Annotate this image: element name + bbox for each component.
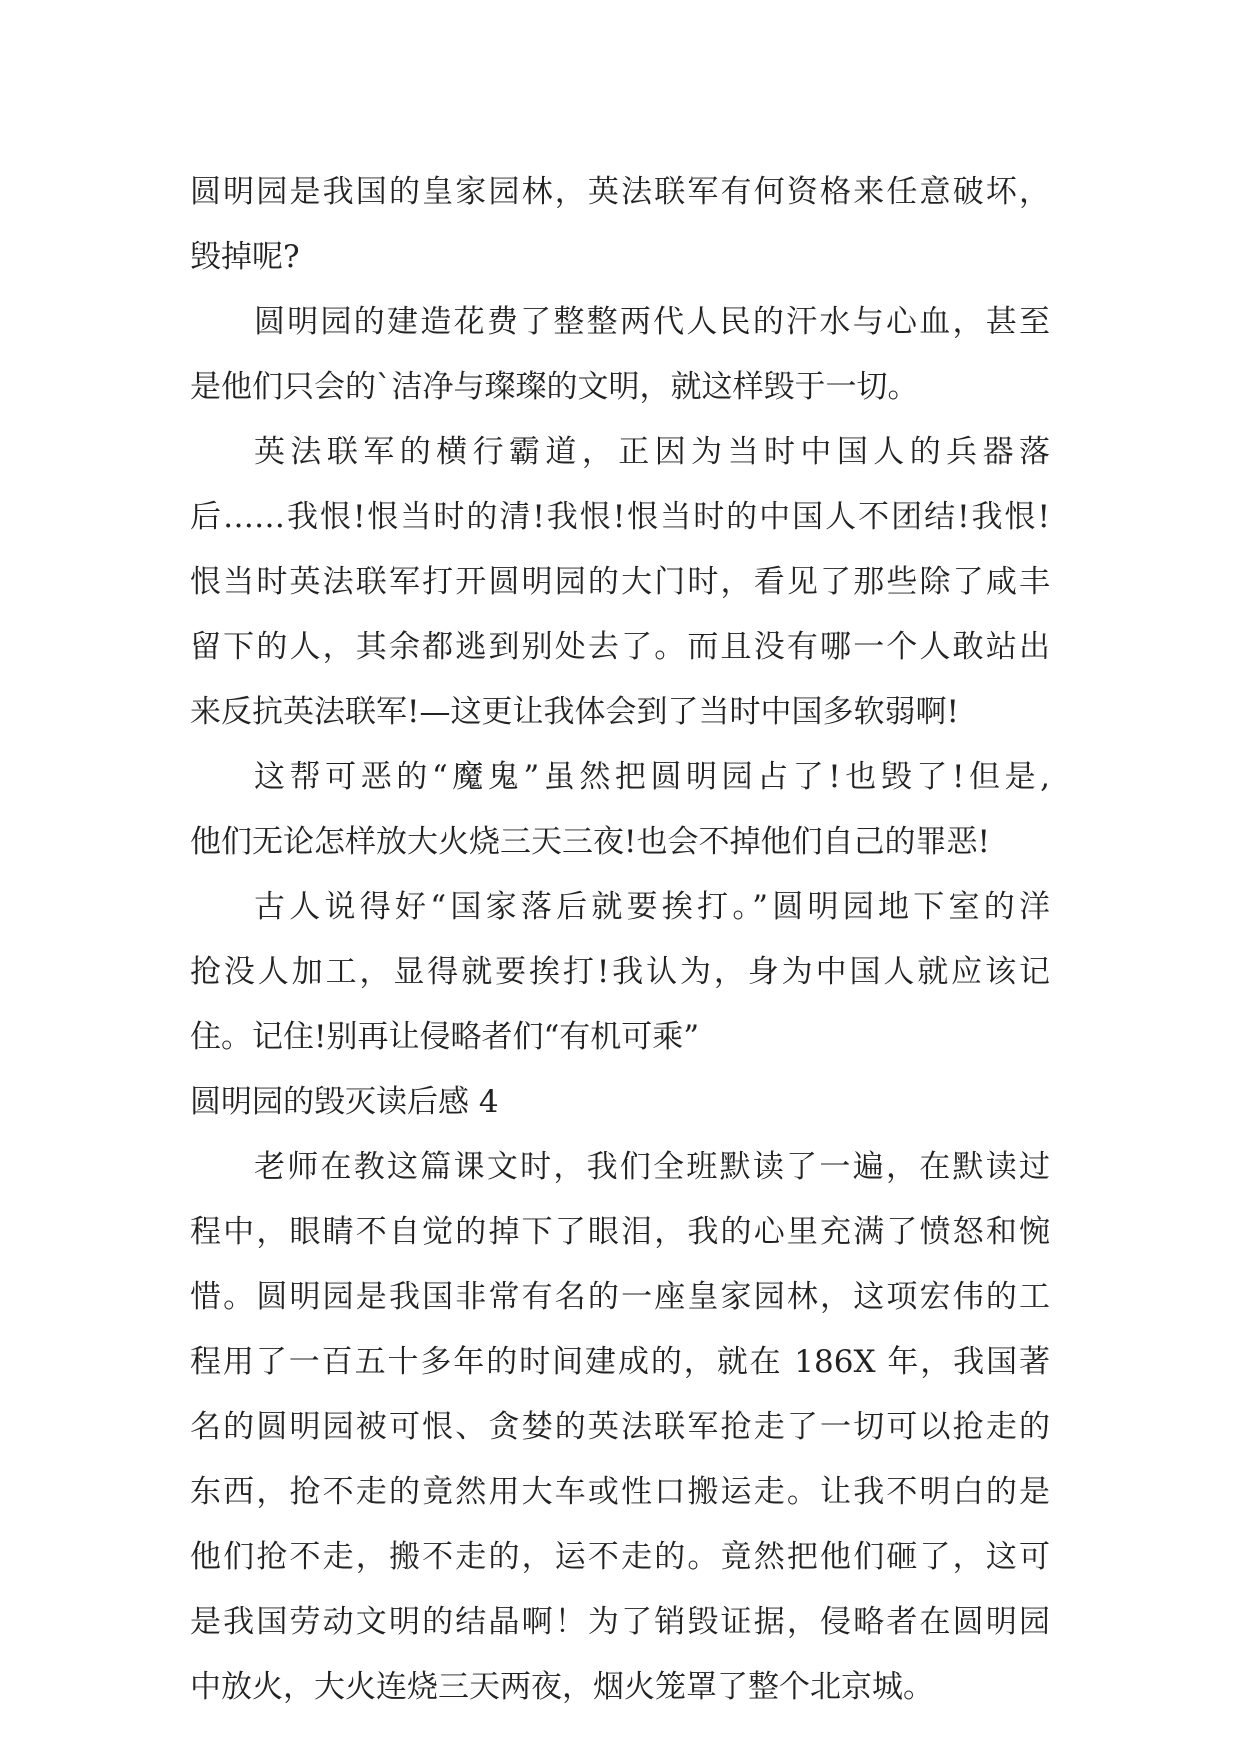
paragraph-line: 东西，抢不走的竟然用大车或性口搬运走。让我不明白的是	[190, 1474, 1050, 1510]
paragraph-line: 圆明园的建造花费了整整两代人民的汗水与心血，甚至	[254, 304, 1050, 340]
paragraph-line: 住。记住!别再让侵略者们“有机可乘”	[190, 1019, 700, 1055]
paragraph-line: 这帮可恶的“魔鬼”虽然把圆明园占了!也毁了!但是,	[254, 759, 1050, 795]
paragraph-line: 惜。圆明园是我国非常有名的一座皇家园林，这项宏伟的工	[190, 1279, 1050, 1315]
paragraph-line: 留下的人，其余都逃到别处去了。而且没有哪一个人敢站出	[190, 629, 1050, 665]
document-body	[190, 160, 1050, 1720]
paragraph-line: 来反抗英法联军!—这更让我体会到了当时中国多软弱啊!	[190, 694, 959, 730]
paragraph-line: 名的圆明园被可恨、贪婪的英法联军抢走了一切可以抢走的	[190, 1409, 1050, 1445]
paragraph-line: 后……我恨!恨当时的清!我恨!恨当时的中国人不团结!我恨!	[190, 499, 1050, 535]
paragraph-line: 老师在教这篇课文时，我们全班默读了一遍，在默读过	[254, 1149, 1050, 1185]
paragraph-line: 英法联军的横行霸道，正因为当时中国人的兵器落	[254, 434, 1050, 470]
paragraph-line: 他们抢不走，搬不走的，运不走的。竟然把他们砸了，这可	[190, 1539, 1050, 1575]
paragraph-line: 古人说得好“国家落后就要挨打。”圆明园地下室的洋	[254, 889, 1050, 925]
paragraph-line: 毁掉呢?	[190, 239, 300, 275]
paragraph-line: 是他们只会的`洁净与璨璨的文明，就这样毁于一切。	[190, 369, 919, 405]
paragraph-line: 程中，眼睛不自觉的掉下了眼泪，我的心里充满了愤怒和惋	[190, 1214, 1050, 1250]
paragraph-line: 圆明园是我国的皇家园林，英法联军有何资格来任意破坏，	[190, 174, 1050, 210]
paragraph-line: 抢没人加工，显得就要挨打!我认为，身为中国人就应该记	[190, 954, 1050, 990]
paragraph-line: 恨当时英法联军打开圆明园的大门时，看见了那些除了咸丰	[190, 564, 1050, 600]
paragraph-line: 程用了一百五十多年的时间建成的，就在 186X 年，我国著	[190, 1344, 1050, 1380]
section-heading: 圆明园的毁灭读后感 4	[190, 1084, 499, 1120]
paragraph-line: 中放火，大火连烧三天两夜，烟火笼罩了整个北京城。	[190, 1669, 934, 1705]
paragraph-line: 是我国劳动文明的结晶啊！为了销毁证据，侵略者在圆明园	[190, 1604, 1050, 1640]
paragraph-line: 他们无论怎样放大火烧三天三夜!也会不掉他们自己的罪恶!	[190, 824, 990, 860]
